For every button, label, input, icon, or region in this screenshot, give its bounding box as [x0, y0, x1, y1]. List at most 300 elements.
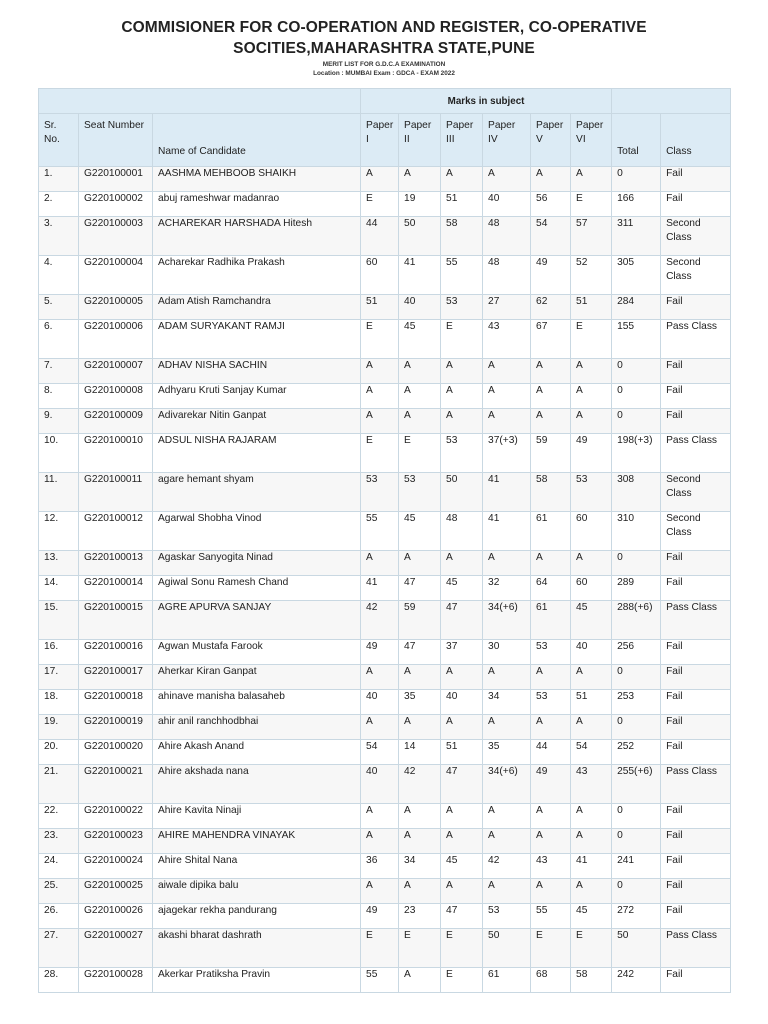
cell-sr-no: 7. — [39, 359, 79, 384]
cell-sr-no: 11. — [39, 473, 79, 512]
cell-paper-6: A — [571, 167, 612, 192]
cell-total: 198(+3) — [612, 434, 661, 473]
cell-paper-5: 62 — [531, 295, 571, 320]
cell-paper-3: A — [441, 665, 483, 690]
cell-paper-6: A — [571, 665, 612, 690]
cell-seat-number: G220100027 — [79, 929, 153, 968]
cell-paper-5: A — [531, 551, 571, 576]
cell-paper-4: 35 — [483, 740, 531, 765]
cell-sr-no: 3. — [39, 217, 79, 256]
cell-paper-3: A — [441, 551, 483, 576]
cell-paper-4: 34 — [483, 690, 531, 715]
cell-paper-2: 23 — [399, 904, 441, 929]
table-row — [39, 601, 731, 640]
cell-paper-1: 40 — [361, 690, 399, 715]
cell-class: Fail — [661, 968, 731, 993]
table-row — [39, 295, 731, 320]
cell-class: Pass Class — [661, 320, 731, 359]
cell-total: 0 — [612, 665, 661, 690]
cell-total: 0 — [612, 715, 661, 740]
cell-paper-1: A — [361, 829, 399, 854]
cell-paper-1: 49 — [361, 904, 399, 929]
cell-paper-3: E — [441, 929, 483, 968]
cell-total: 0 — [612, 167, 661, 192]
column-header-paper-1: Paper I — [361, 114, 399, 167]
marks-in-subject-header: Marks in subject — [361, 89, 612, 114]
cell-paper-1: A — [361, 879, 399, 904]
column-header-name: Name of Candidate — [153, 114, 361, 167]
cell-class: Fail — [661, 690, 731, 715]
cell-paper-3: A — [441, 879, 483, 904]
cell-paper-4: 32 — [483, 576, 531, 601]
cell-candidate-name: Adam Atish Ramchandra — [153, 295, 361, 320]
column-header-class: Class — [661, 114, 731, 167]
cell-paper-1: A — [361, 804, 399, 829]
cell-seat-number: G220100021 — [79, 765, 153, 804]
cell-paper-1: 55 — [361, 968, 399, 993]
cell-class: Fail — [661, 854, 731, 879]
header-row-columns — [39, 114, 731, 167]
cell-paper-6: A — [571, 879, 612, 904]
cell-paper-3: A — [441, 715, 483, 740]
cell-sr-no: 9. — [39, 409, 79, 434]
cell-paper-2: 45 — [399, 320, 441, 359]
cell-sr-no: 22. — [39, 804, 79, 829]
cell-candidate-name: ADHAV NISHA SACHIN — [153, 359, 361, 384]
cell-paper-2: A — [399, 551, 441, 576]
cell-paper-6: A — [571, 359, 612, 384]
cell-paper-1: 44 — [361, 217, 399, 256]
cell-paper-3: 47 — [441, 601, 483, 640]
table-row — [39, 929, 731, 968]
table-row — [39, 512, 731, 551]
cell-paper-5: 61 — [531, 601, 571, 640]
cell-candidate-name: abuj rameshwar madanrao — [153, 192, 361, 217]
cell-paper-6: E — [571, 929, 612, 968]
cell-candidate-name: Akerkar Pratiksha Pravin — [153, 968, 361, 993]
cell-candidate-name: Adivarekar Nitin Ganpat — [153, 409, 361, 434]
cell-seat-number: G220100018 — [79, 690, 153, 715]
cell-total: 252 — [612, 740, 661, 765]
cell-paper-5: 43 — [531, 854, 571, 879]
cell-paper-5: 68 — [531, 968, 571, 993]
table-row — [39, 167, 731, 192]
cell-paper-4: 48 — [483, 256, 531, 295]
cell-candidate-name: Agarwal Shobha Vinod — [153, 512, 361, 551]
exam-location-line: Location : MUMBAI Exam : GDCA - EXAM 2022 — [313, 70, 455, 77]
cell-candidate-name: ajagekar rekha pandurang — [153, 904, 361, 929]
cell-paper-6: 40 — [571, 640, 612, 665]
table-row — [39, 409, 731, 434]
cell-candidate-name: AGRE APURVA SANJAY — [153, 601, 361, 640]
column-header-seat-number: Seat Number — [79, 114, 153, 167]
cell-total: 242 — [612, 968, 661, 993]
cell-candidate-name: ADSUL NISHA RAJARAM — [153, 434, 361, 473]
cell-paper-3: A — [441, 409, 483, 434]
cell-seat-number: G220100003 — [79, 217, 153, 256]
cell-paper-1: A — [361, 359, 399, 384]
cell-class: Second Class — [661, 256, 731, 295]
cell-total: 155 — [612, 320, 661, 359]
cell-candidate-name: Ahire Shital Nana — [153, 854, 361, 879]
cell-paper-1: A — [361, 551, 399, 576]
cell-paper-1: A — [361, 167, 399, 192]
cell-sr-no: 6. — [39, 320, 79, 359]
cell-paper-6: 45 — [571, 601, 612, 640]
cell-total: 311 — [612, 217, 661, 256]
cell-candidate-name: Ahire akshada nana — [153, 765, 361, 804]
table-row — [39, 854, 731, 879]
document-header — [0, 0, 768, 78]
table-row — [39, 829, 731, 854]
cell-sr-no: 5. — [39, 295, 79, 320]
cell-paper-4: 42 — [483, 854, 531, 879]
cell-paper-3: 53 — [441, 434, 483, 473]
cell-paper-5: 55 — [531, 904, 571, 929]
cell-paper-6: A — [571, 804, 612, 829]
document-subtitle: MERIT LIST FOR G.D.C.A EXAMINATION — [322, 61, 446, 68]
cell-class: Fail — [661, 804, 731, 829]
cell-seat-number: G220100010 — [79, 434, 153, 473]
cell-paper-4: 34(+6) — [483, 601, 531, 640]
cell-seat-number: G220100011 — [79, 473, 153, 512]
cell-candidate-name: Ahire Kavita Ninaji — [153, 804, 361, 829]
cell-total: 50 — [612, 929, 661, 968]
cell-paper-1: 55 — [361, 512, 399, 551]
title-line-1: COMMISIONER FOR CO-OPERATION AND REGISTER, CO-OPERATIVE — [121, 19, 647, 36]
cell-class: Fail — [661, 740, 731, 765]
cell-paper-4: 37(+3) — [483, 434, 531, 473]
cell-paper-3: 47 — [441, 765, 483, 804]
cell-paper-1: E — [361, 320, 399, 359]
cell-class: Fail — [661, 192, 731, 217]
cell-paper-2: A — [399, 879, 441, 904]
table-row — [39, 904, 731, 929]
table-row — [39, 551, 731, 576]
column-header-paper-4: Paper IV — [483, 114, 531, 167]
cell-class: Pass Class — [661, 929, 731, 968]
cell-candidate-name: aiwale dipika balu — [153, 879, 361, 904]
cell-seat-number: G220100005 — [79, 295, 153, 320]
cell-sr-no: 21. — [39, 765, 79, 804]
cell-sr-no: 15. — [39, 601, 79, 640]
cell-paper-6: 57 — [571, 217, 612, 256]
cell-sr-no: 1. — [39, 167, 79, 192]
cell-paper-4: 61 — [483, 968, 531, 993]
cell-paper-4: 50 — [483, 929, 531, 968]
cell-class: Second Class — [661, 512, 731, 551]
cell-paper-3: 45 — [441, 854, 483, 879]
cell-paper-1: 49 — [361, 640, 399, 665]
merit-list-table — [38, 88, 731, 993]
table-row — [39, 576, 731, 601]
cell-sr-no: 10. — [39, 434, 79, 473]
cell-paper-4: 30 — [483, 640, 531, 665]
cell-paper-1: E — [361, 434, 399, 473]
cell-paper-1: E — [361, 192, 399, 217]
cell-paper-4: A — [483, 384, 531, 409]
cell-candidate-name: ACHAREKAR HARSHADA Hitesh — [153, 217, 361, 256]
cell-total: 253 — [612, 690, 661, 715]
cell-paper-5: A — [531, 359, 571, 384]
cell-paper-5: 58 — [531, 473, 571, 512]
cell-paper-2: 35 — [399, 690, 441, 715]
table-row — [39, 765, 731, 804]
cell-seat-number: G220100026 — [79, 904, 153, 929]
cell-paper-5: 59 — [531, 434, 571, 473]
cell-paper-5: A — [531, 715, 571, 740]
cell-class: Fail — [661, 295, 731, 320]
cell-paper-2: E — [399, 929, 441, 968]
cell-seat-number: G220100022 — [79, 804, 153, 829]
cell-total: 0 — [612, 829, 661, 854]
cell-paper-3: 51 — [441, 192, 483, 217]
cell-paper-6: 58 — [571, 968, 612, 993]
cell-paper-5: A — [531, 384, 571, 409]
table-row — [39, 665, 731, 690]
table-row — [39, 217, 731, 256]
cell-paper-6: 51 — [571, 690, 612, 715]
table-row — [39, 640, 731, 665]
cell-sr-no: 8. — [39, 384, 79, 409]
cell-sr-no: 26. — [39, 904, 79, 929]
cell-seat-number: G220100007 — [79, 359, 153, 384]
cell-total: 289 — [612, 576, 661, 601]
cell-paper-6: E — [571, 320, 612, 359]
cell-paper-6: A — [571, 715, 612, 740]
cell-total: 241 — [612, 854, 661, 879]
cell-candidate-name: Adhyaru Kruti Sanjay Kumar — [153, 384, 361, 409]
cell-seat-number: G220100024 — [79, 854, 153, 879]
cell-seat-number: G220100008 — [79, 384, 153, 409]
cell-class: Fail — [661, 879, 731, 904]
cell-paper-2: 14 — [399, 740, 441, 765]
cell-seat-number: G220100002 — [79, 192, 153, 217]
cell-sr-no: 13. — [39, 551, 79, 576]
cell-sr-no: 19. — [39, 715, 79, 740]
cell-paper-4: 53 — [483, 904, 531, 929]
cell-paper-2: 59 — [399, 601, 441, 640]
cell-paper-2: E — [399, 434, 441, 473]
column-header-sr-no: Sr. No. — [39, 114, 79, 167]
cell-paper-6: 51 — [571, 295, 612, 320]
cell-seat-number: G220100017 — [79, 665, 153, 690]
cell-total: 0 — [612, 384, 661, 409]
cell-paper-5: A — [531, 409, 571, 434]
cell-seat-number: G220100016 — [79, 640, 153, 665]
cell-paper-6: A — [571, 384, 612, 409]
cell-paper-2: A — [399, 715, 441, 740]
cell-paper-6: 60 — [571, 512, 612, 551]
cell-candidate-name: Ahire Akash Anand — [153, 740, 361, 765]
cell-sr-no: 18. — [39, 690, 79, 715]
cell-seat-number: G220100020 — [79, 740, 153, 765]
cell-paper-2: 19 — [399, 192, 441, 217]
cell-candidate-name: ahir anil ranchhodbhai — [153, 715, 361, 740]
cell-paper-5: A — [531, 829, 571, 854]
cell-paper-3: 51 — [441, 740, 483, 765]
cell-paper-1: 40 — [361, 765, 399, 804]
cell-paper-5: A — [531, 665, 571, 690]
cell-paper-2: 41 — [399, 256, 441, 295]
cell-class: Second Class — [661, 473, 731, 512]
cell-sr-no: 20. — [39, 740, 79, 765]
cell-paper-6: 54 — [571, 740, 612, 765]
cell-sr-no: 23. — [39, 829, 79, 854]
cell-total: 308 — [612, 473, 661, 512]
cell-paper-3: 48 — [441, 512, 483, 551]
cell-paper-5: 49 — [531, 765, 571, 804]
cell-sr-no: 17. — [39, 665, 79, 690]
cell-paper-5: A — [531, 879, 571, 904]
cell-sr-no: 2. — [39, 192, 79, 217]
cell-paper-5: 44 — [531, 740, 571, 765]
cell-class: Fail — [661, 384, 731, 409]
cell-paper-2: 47 — [399, 576, 441, 601]
cell-sr-no: 12. — [39, 512, 79, 551]
cell-sr-no: 27. — [39, 929, 79, 968]
cell-paper-2: A — [399, 167, 441, 192]
cell-paper-3: E — [441, 968, 483, 993]
cell-total: 0 — [612, 804, 661, 829]
cell-paper-6: 60 — [571, 576, 612, 601]
column-header-paper-6: Paper VI — [571, 114, 612, 167]
table-row — [39, 320, 731, 359]
cell-total: 166 — [612, 192, 661, 217]
cell-class: Fail — [661, 904, 731, 929]
table-row — [39, 804, 731, 829]
cell-seat-number: G220100014 — [79, 576, 153, 601]
cell-paper-1: A — [361, 665, 399, 690]
cell-paper-4: A — [483, 665, 531, 690]
cell-paper-3: A — [441, 359, 483, 384]
cell-paper-1: A — [361, 384, 399, 409]
cell-paper-2: 34 — [399, 854, 441, 879]
table-row — [39, 359, 731, 384]
table-row — [39, 740, 731, 765]
column-header-paper-5: Paper V — [531, 114, 571, 167]
title-line-2: SOCITIES,MAHARASHTRA STATE,PUNE — [233, 40, 535, 57]
cell-paper-1: 36 — [361, 854, 399, 879]
cell-total: 0 — [612, 359, 661, 384]
cell-sr-no: 14. — [39, 576, 79, 601]
cell-paper-1: A — [361, 715, 399, 740]
cell-seat-number: G220100009 — [79, 409, 153, 434]
cell-paper-3: 37 — [441, 640, 483, 665]
cell-paper-4: A — [483, 167, 531, 192]
cell-seat-number: G220100015 — [79, 601, 153, 640]
cell-paper-6: 52 — [571, 256, 612, 295]
cell-paper-4: 43 — [483, 320, 531, 359]
cell-paper-2: A — [399, 829, 441, 854]
cell-paper-6: A — [571, 551, 612, 576]
cell-total: 288(+6) — [612, 601, 661, 640]
cell-paper-1: E — [361, 929, 399, 968]
cell-paper-1: A — [361, 409, 399, 434]
table-row — [39, 968, 731, 993]
cell-candidate-name: Agwan Mustafa Farook — [153, 640, 361, 665]
cell-total: 310 — [612, 512, 661, 551]
cell-paper-5: 67 — [531, 320, 571, 359]
cell-paper-4: A — [483, 551, 531, 576]
cell-paper-4: A — [483, 879, 531, 904]
cell-paper-6: 45 — [571, 904, 612, 929]
cell-paper-2: A — [399, 359, 441, 384]
cell-paper-6: A — [571, 829, 612, 854]
cell-class: Fail — [661, 640, 731, 665]
cell-class: Fail — [661, 551, 731, 576]
cell-paper-4: 41 — [483, 473, 531, 512]
table-body — [39, 167, 731, 993]
cell-paper-3: 47 — [441, 904, 483, 929]
cell-total: 0 — [612, 879, 661, 904]
cell-total: 255(+6) — [612, 765, 661, 804]
cell-paper-4: A — [483, 804, 531, 829]
cell-total: 0 — [612, 551, 661, 576]
cell-paper-3: A — [441, 384, 483, 409]
cell-sr-no: 28. — [39, 968, 79, 993]
cell-seat-number: G220100001 — [79, 167, 153, 192]
header-row-marks — [39, 89, 731, 114]
cell-paper-2: 40 — [399, 295, 441, 320]
document-title — [24, 17, 744, 59]
cell-paper-4: A — [483, 409, 531, 434]
cell-paper-3: 58 — [441, 217, 483, 256]
cell-candidate-name: AASHMA MEHBOOB SHAIKH — [153, 167, 361, 192]
cell-paper-4: A — [483, 829, 531, 854]
cell-candidate-name: Acharekar Radhika Prakash — [153, 256, 361, 295]
cell-paper-6: 49 — [571, 434, 612, 473]
cell-seat-number: G220100012 — [79, 512, 153, 551]
cell-sr-no: 24. — [39, 854, 79, 879]
cell-seat-number: G220100019 — [79, 715, 153, 740]
cell-paper-1: 51 — [361, 295, 399, 320]
cell-paper-6: 43 — [571, 765, 612, 804]
cell-paper-4: A — [483, 359, 531, 384]
cell-paper-5: 64 — [531, 576, 571, 601]
cell-paper-1: 54 — [361, 740, 399, 765]
cell-paper-1: 60 — [361, 256, 399, 295]
cell-candidate-name: Agaskar Sanyogita Ninad — [153, 551, 361, 576]
cell-paper-2: 47 — [399, 640, 441, 665]
cell-class: Second Class — [661, 217, 731, 256]
cell-paper-2: 45 — [399, 512, 441, 551]
cell-paper-2: 50 — [399, 217, 441, 256]
cell-paper-2: 42 — [399, 765, 441, 804]
table-row — [39, 434, 731, 473]
cell-paper-4: 34(+6) — [483, 765, 531, 804]
cell-class: Fail — [661, 715, 731, 740]
cell-seat-number: G220100004 — [79, 256, 153, 295]
column-header-paper-3: Paper III — [441, 114, 483, 167]
table-row — [39, 192, 731, 217]
table-header — [39, 89, 731, 167]
cell-paper-5: A — [531, 167, 571, 192]
cell-paper-5: A — [531, 804, 571, 829]
cell-paper-3: 53 — [441, 295, 483, 320]
cell-class: Pass Class — [661, 765, 731, 804]
cell-paper-2: A — [399, 804, 441, 829]
table-row — [39, 879, 731, 904]
header-spacer-cell — [39, 89, 361, 114]
cell-candidate-name: akashi bharat dashrath — [153, 929, 361, 968]
cell-paper-5: 61 — [531, 512, 571, 551]
cell-paper-2: A — [399, 384, 441, 409]
header-spacer-cell-right — [612, 89, 731, 114]
column-header-total: Total — [612, 114, 661, 167]
cell-paper-2: 53 — [399, 473, 441, 512]
cell-seat-number: G220100006 — [79, 320, 153, 359]
